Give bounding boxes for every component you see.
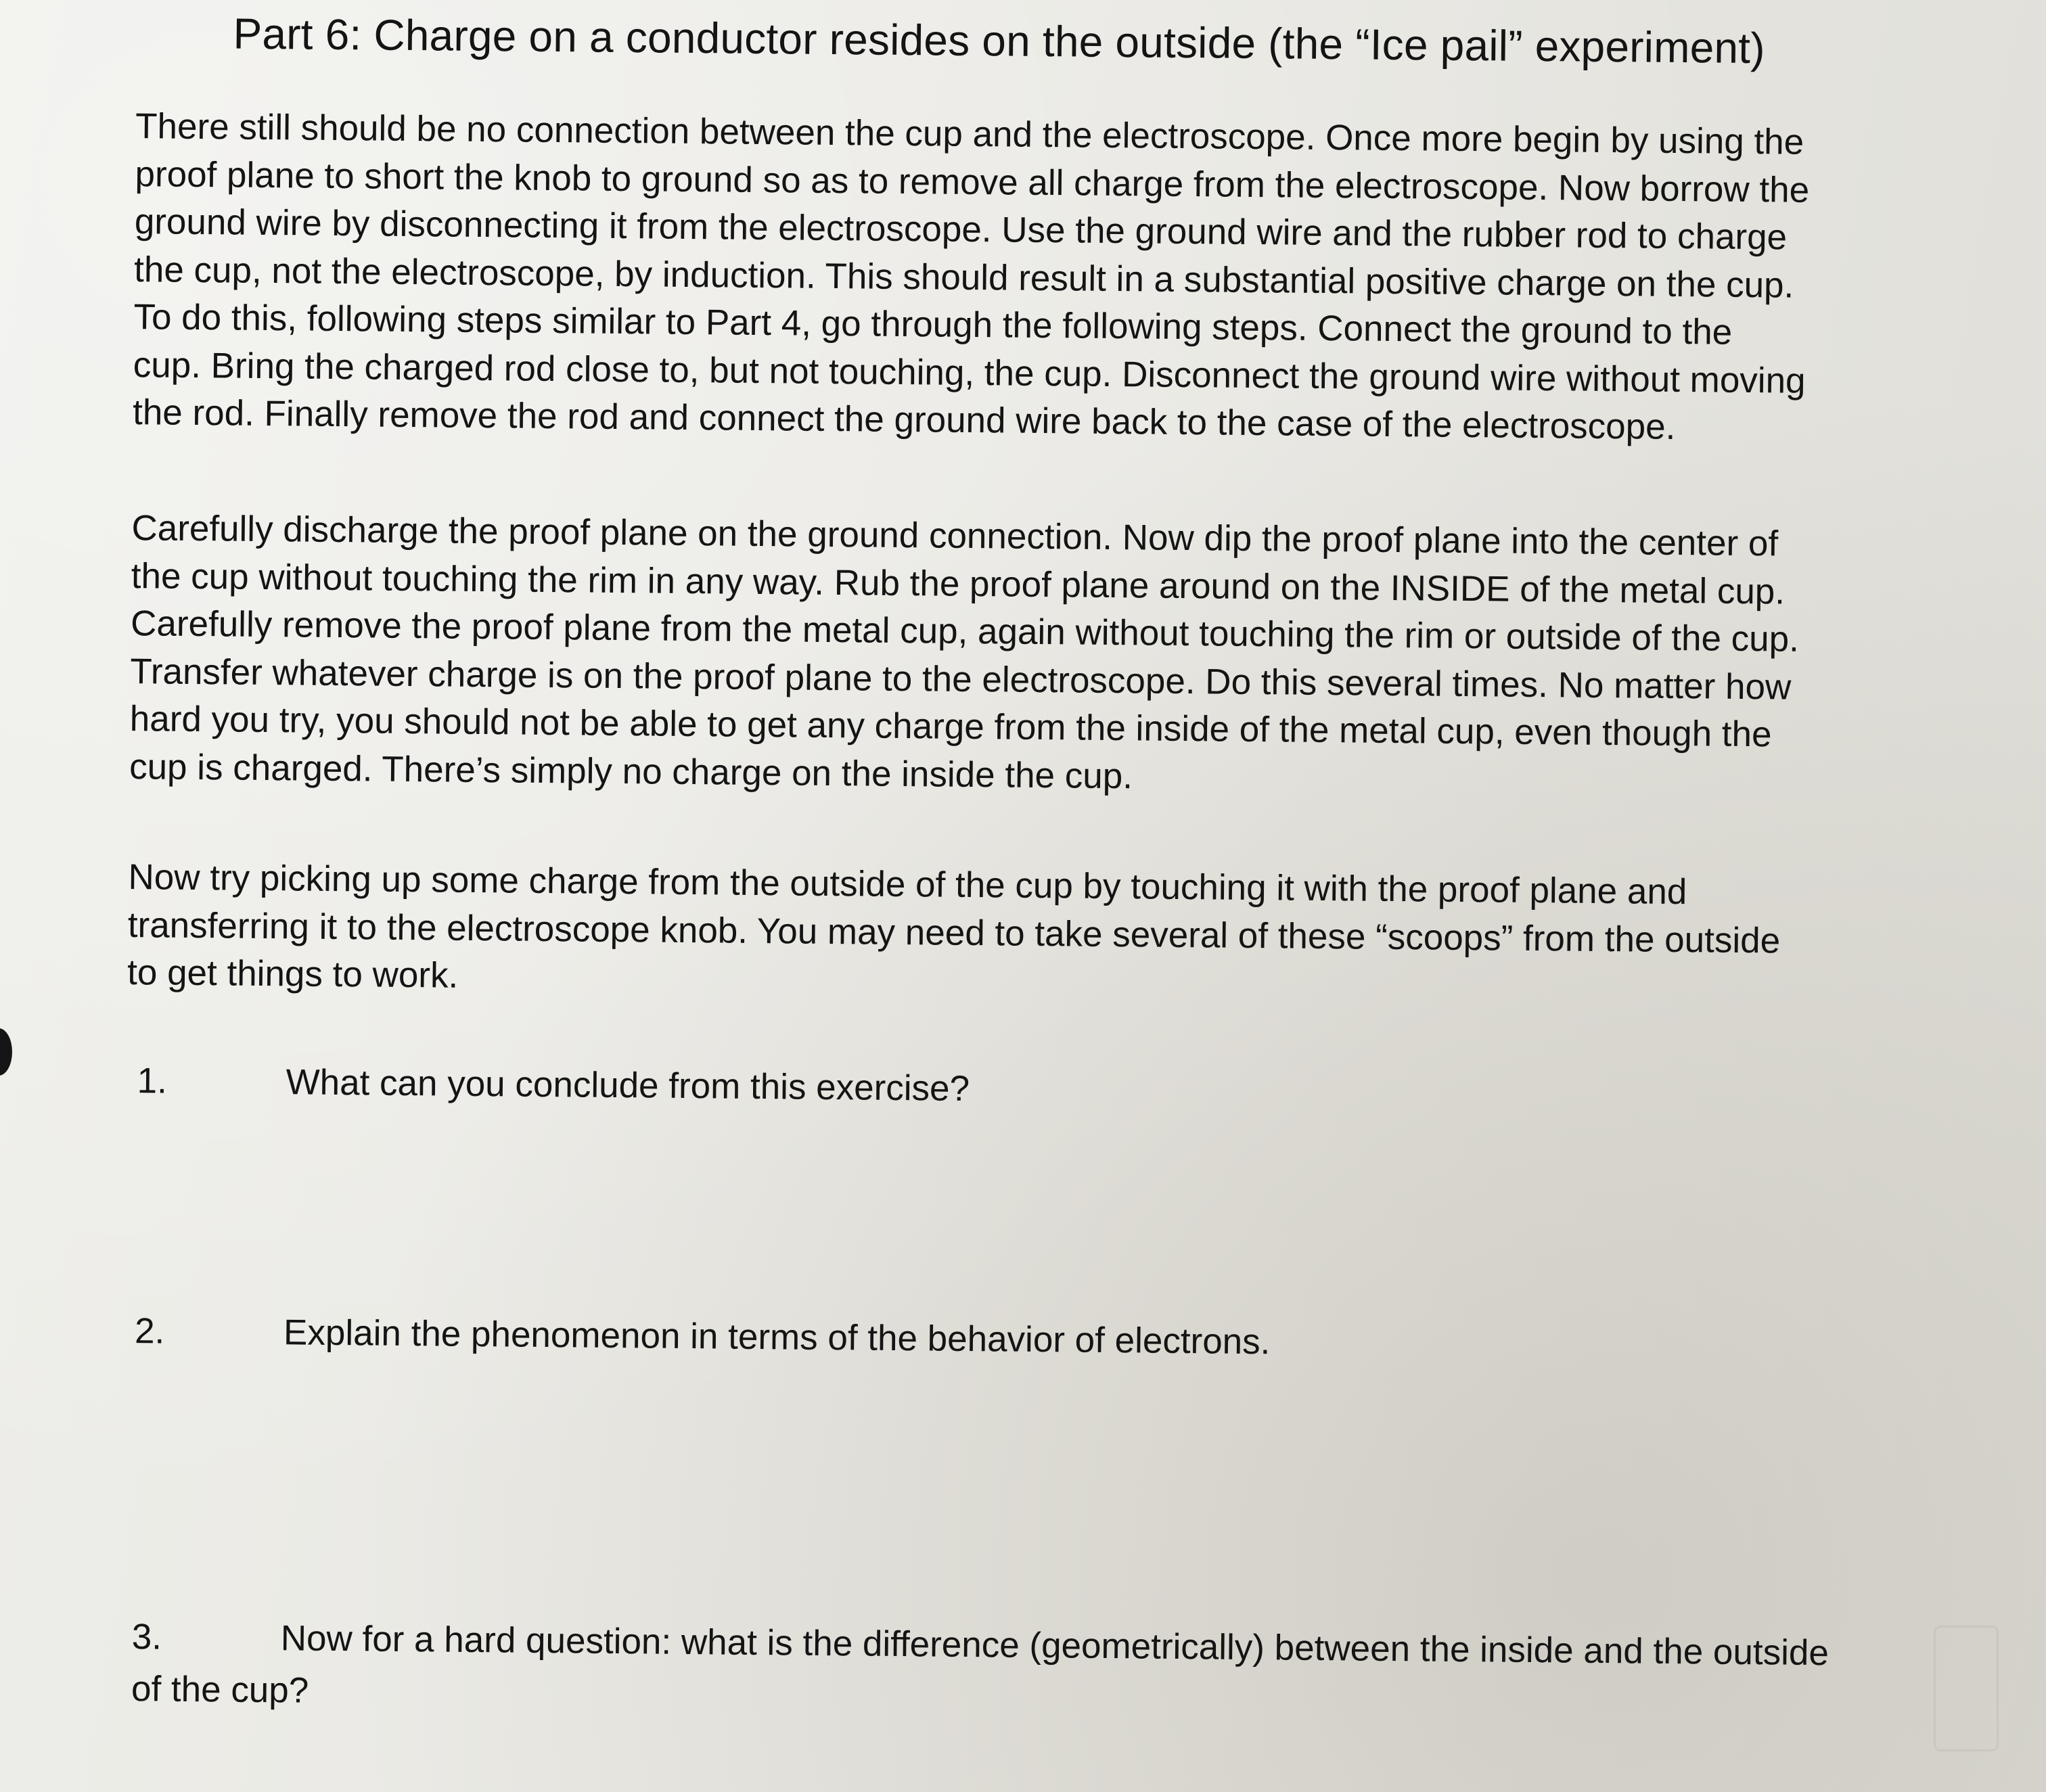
question-2-number: 2.	[134, 1311, 165, 1352]
question-1-number: 1.	[137, 1061, 168, 1101]
worksheet-page	[127, 0, 2009, 1711]
paragraph-line: ground wire by disconnecting it from the electroscope. Use the ground wire and the rubber rod to charge	[134, 202, 1788, 258]
paragraph-line: the cup, not the electroscope, by induction. This should result in a substantial positive charge on the cup.	[133, 249, 1794, 306]
section-title: Part 6: Charge on a conductor resides on the outside (the “Ice pail” experiment)	[233, 9, 1766, 73]
page-edge-shadow	[0, 1028, 12, 1076]
paragraph-line: cup. Bring the charged rod close to, but not touching, the cup. Disconnect the ground wire without moving	[133, 344, 1806, 401]
question-3-text: Now for a hard question: what is the difference (geometrically) between the inside and the outside	[280, 1618, 1829, 1674]
bleed-through-box	[1934, 1626, 1999, 1751]
paragraph-line: to get things to work.	[127, 952, 459, 996]
paragraph-line: Carefully remove the proof plane from the metal cup, again without touching the rim or outside of the cup.	[130, 603, 1800, 660]
paragraph-line: transferring it to the electroscope knob. You may need to take several of these “scoops” from the outside	[127, 904, 1781, 961]
paragraph-line: the rod. Finally remove the rod and connect the ground wire back to the case of the electroscope.	[132, 392, 1676, 447]
paragraph-line: proof plane to short the knob to ground so as to remove all charge from the electroscope. Now borrow the	[135, 154, 1810, 210]
paragraph-line: hard you try, you should not be able to get any charge from the inside of the metal cup, even though the	[129, 699, 1772, 755]
paragraph-line: There still should be no connection between the cup and the electroscope. Once more begin by using the	[135, 106, 1804, 162]
paragraph-line: Now try picking up some charge from the outside of the cup by touching it with the proof plane and	[128, 857, 1687, 913]
paragraph-1	[133, 103, 1990, 455]
paragraph-line: To do this, following steps similar to Part 4, go through the following steps. Connect the ground to the	[133, 297, 1733, 352]
question-2-text: Explain the phenomenon in terms of the behavior of electrons.	[283, 1312, 1271, 1362]
paragraph-line: Carefully discharge the proof plane on the ground connection. Now dip the proof plane into the center of	[131, 508, 1779, 564]
paragraph-line: the cup without touching the rim in any way. Rub the proof plane around on the INSIDE of the metal cup.	[131, 555, 1786, 612]
paragraph-3	[127, 854, 1982, 1015]
paragraph-2	[129, 505, 1986, 808]
paragraph-line: Transfer whatever charge is on the proof plane to the electroscope. Do this several times. No matter how	[130, 651, 1792, 708]
question-3-number: 3.	[131, 1617, 162, 1657]
question-1-text: What can you conclude from this exercise?	[286, 1062, 970, 1109]
question-3-continuation: of the cup?	[131, 1669, 309, 1711]
paragraph-line: cup is charged. There’s simply no charge on the inside the cup.	[129, 746, 1133, 796]
